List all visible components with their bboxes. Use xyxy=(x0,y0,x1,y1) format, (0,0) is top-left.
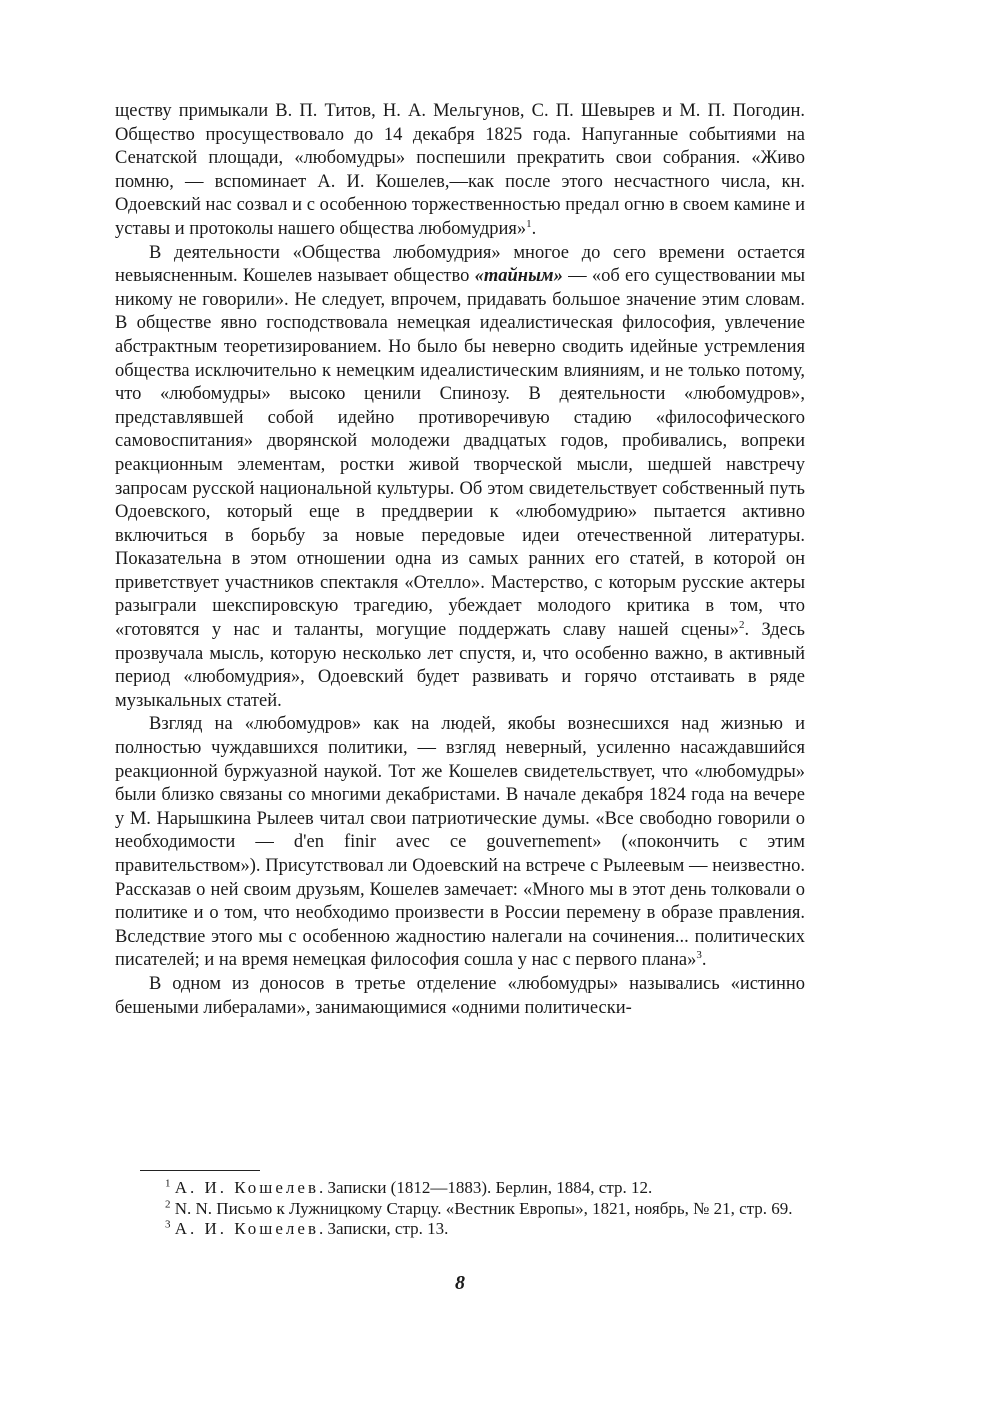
emphasis-text: «тайным» xyxy=(474,266,563,287)
footnote-mark: 3 xyxy=(165,1218,171,1231)
paragraph-text: Взгляд на «любомудров» как на людей, якобы вознесшихся над жизнью и полностью чуждавшихся политики, — взгляд неверный, усиленно насаждавшийся реакционной буржуазной наукой. Тот же Кошелев свидетельствует, что «любомудры» были близко связаны со многими декабристами. В начале декабря 1824 года на вечере у М. Нарышкина Рылеев читал свои патриотические думы. «Все свободно говорили о необходимости — d'en finir avec ce gouvernement» («покончить с этим правительством»). Присутствовал ли Одоевский на встрече с Рылеевым — неизвестно. Рассказав о ней своим друзьям, Кошелев замечает: «Много мы в этот день толковали о политике и о том, что необходимо произвести в России перемену в образе правления. Вследствие этого мы с особенною жадностию налегали на сочинения... политических писателей; и на время немецкая философия сошла у нас с первого плана» xyxy=(115,714,805,971)
footnote-3 xyxy=(115,1219,805,1240)
page-number: 8 xyxy=(455,1272,465,1294)
footnote-ref[interactable]: 1 xyxy=(526,217,532,230)
paragraph-text: — «об его существовании мы никому не говорили». Не следует, впрочем, придавать большое значение этим словам. В обществе явно господствовала немецкая идеалистическая философия, увлечение абстрактным теоретизированием. Но было бы неверно сводить идейные устремления общества исключительно к немецким идеалистическим влияниям, и не только потому, что «любомудры» высоко ценили Спинозу. В деятельности «любомудров», представлявшей собой идейно противоречивую стадию «философического самовоспитания» дворянской молодежи двадцатых годов, пробивались, вопреки реакционным элементам, ростки живой творческой мысли, шедшей навстречу запросам русской национальной культуры. Об этом свидетельствует собственный путь Одоевского, который еще в преддверии к «любомудрию» пытается активно включиться в борьбу за новые передовые идеи отечественной литературы. Показательна в этом отношении одна из самых ранних его статей, в которой он приветствует участников спектакля «Отелло». Мастерство, с которым русские актеры разыграли шекспировскую трагедию, убеждает молодого критика в том, что «готовятся у нас и таланты, могущие поддержать славу нашей сцены» xyxy=(115,266,805,641)
footnote-text: . Записки (1812—1883). Берлин, 1884, стр. 12. xyxy=(319,1178,653,1197)
footnote-author: А. И. Кошелев xyxy=(174,1178,319,1197)
paragraph-tail: . Здесь прозвучала мысль, которую несколько лет спустя, и, что особенно важно, в активный период «любомудрия», Одоевский будет развивать и горячо отстаивать в ряде музыкальных статей. xyxy=(115,620,805,711)
paragraph-3 xyxy=(115,713,805,973)
footnote-text: N. N. Письмо к Лужницкому Старцу. «Вестник Европы», 1821, ноябрь, № 21, стр. 69. xyxy=(174,1198,793,1218)
footnote-mark: 1 xyxy=(165,1177,171,1190)
body-text xyxy=(115,100,805,1020)
footnote-2 xyxy=(115,1199,805,1220)
paragraph-2 xyxy=(115,242,805,714)
footnote-mark: 2 xyxy=(165,1197,171,1210)
paragraph-tail: . xyxy=(701,950,707,971)
footnote-ref[interactable]: 2 xyxy=(738,618,745,631)
paragraph-text: ществу примыкали В. П. Титов, Н. А. Мельгунов, С. П. Шевырев и М. П. Погодин. Общество просуществовало до 14 декабря 1825 года. Напуганные событиями на Сенатской площади, «любомудры» поспешили прекратить свои собрания. «Живо помню, — вспоминает А. И. Кошелев,—как после этого несчастного числа, кн. Одоевский нас созвал и с особенною торжественностью предал огню в своем камине и уставы и протоколы нашего общества любомудрия» xyxy=(115,101,805,239)
footnote-1 xyxy=(115,1178,805,1199)
footnote-divider xyxy=(140,1170,260,1171)
paragraph-4 xyxy=(115,973,805,1020)
paragraph-tail: . xyxy=(531,218,537,239)
footnote-author: А. И. Кошелев xyxy=(174,1219,319,1238)
paragraph-text: В одном из доносов в третье отделение «любомудры» назывались «истинно бешеными либералами», занимающимися «одними политически- xyxy=(115,973,805,1018)
footnote-ref[interactable]: 3 xyxy=(696,949,702,962)
footnote-text: . Записки, стр. 13. xyxy=(319,1219,449,1238)
paragraph-1 xyxy=(115,100,805,242)
paragraph-text: В деятельности «Общества любомудрия» многое до сего времени остается невыясненным. Кошелев называет общество xyxy=(115,242,805,287)
footnotes xyxy=(115,1178,805,1240)
